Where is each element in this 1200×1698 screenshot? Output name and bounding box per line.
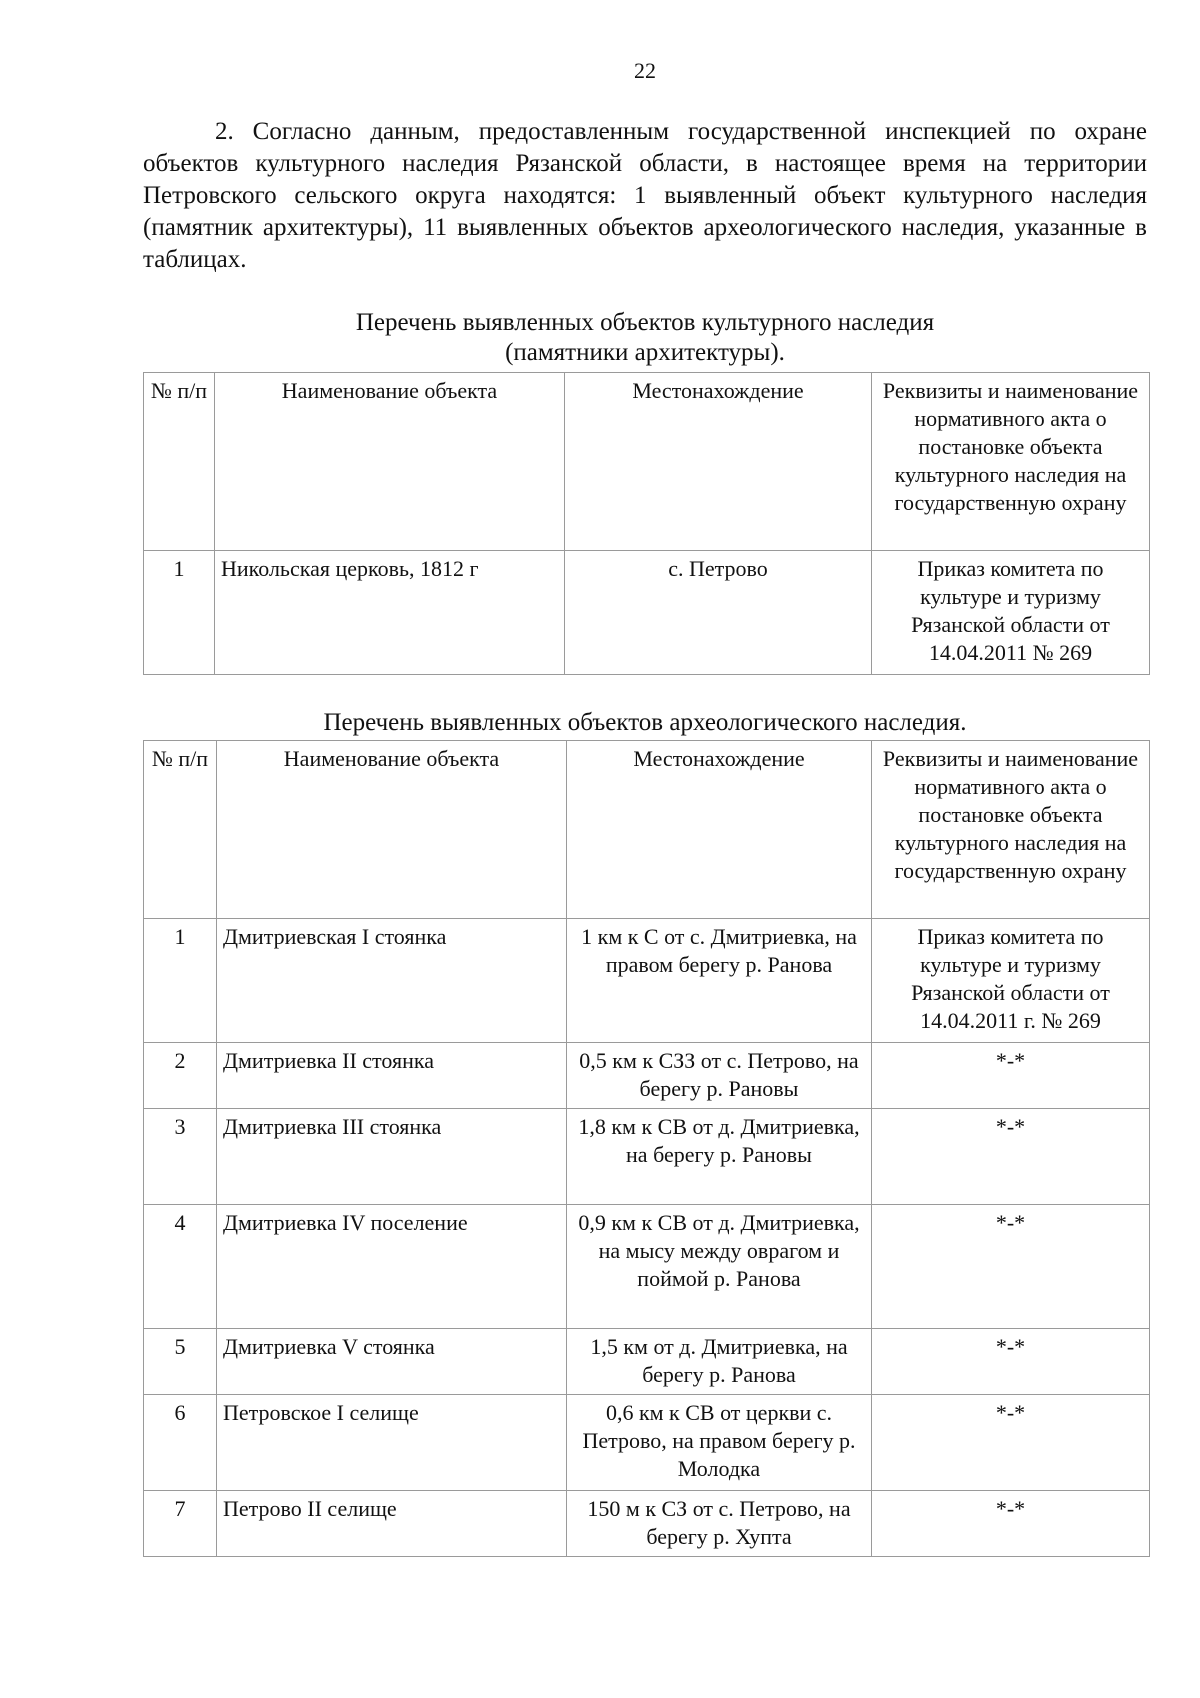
archaeological-heritage-table xyxy=(143,740,1150,1557)
row-location: 1 км к С от с. Дмитриевка, на правом берегу р. Ранова xyxy=(567,919,872,1043)
table-row xyxy=(144,1329,1150,1395)
row-requisites: *-* xyxy=(872,1043,1150,1109)
header-num: № п/п xyxy=(144,741,217,919)
table-header-row xyxy=(144,741,1150,919)
row-requisites: *-* xyxy=(872,1329,1150,1395)
table1-caption-line1: Перечень выявленных объектов культурного наследия xyxy=(355,309,935,336)
row-name: Дмитриевка V стоянка xyxy=(217,1329,567,1395)
row-name: Дмитриевская I стоянка xyxy=(217,919,567,1043)
row-num: 3 xyxy=(144,1109,217,1205)
row-num: 1 xyxy=(144,551,215,675)
table-row xyxy=(144,1205,1150,1329)
row-name: Дмитриевка II стоянка xyxy=(217,1043,567,1109)
table-row xyxy=(144,551,1150,675)
architecture-monuments-table xyxy=(143,372,1150,675)
row-requisites: *-* xyxy=(872,1491,1150,1557)
row-requisites: *-* xyxy=(872,1205,1150,1329)
row-requisites: *-* xyxy=(872,1395,1150,1491)
row-num: 4 xyxy=(144,1205,217,1329)
row-num: 6 xyxy=(144,1395,217,1491)
intro-paragraph: 2. Согласно данным, предоставленным государственной инспекцией по охране объектов культурного наследия Рязанской области, в настоящее время на территории Петровского сельского округа находятся: 1 выявленный объект культурного наследия (памятник архитектуры), 11 выявленных объектов археологического наследия, указанные в таблицах. xyxy=(143,118,1147,273)
row-name: Петрово II селище xyxy=(217,1491,567,1557)
row-num: 7 xyxy=(144,1491,217,1557)
row-name: Петровское I селище xyxy=(217,1395,567,1491)
row-location: 0,5 км к СЗЗ от с. Петрово, на берегу р. Рановы xyxy=(567,1043,872,1109)
row-requisites: *-* xyxy=(872,1109,1150,1205)
row-location: с. Петрово xyxy=(565,551,872,675)
row-name: Дмитриевка III стоянка xyxy=(217,1109,567,1205)
header-requisites: Реквизиты и наименование нормативного акта о постановке объекта культурного наследия на государственную охрану xyxy=(872,741,1150,919)
row-requisites: Приказ комитета по культуре и туризму Рязанской области от 14.04.2011 г. № 269 xyxy=(872,919,1150,1043)
table-row xyxy=(144,1395,1150,1491)
row-num: 2 xyxy=(144,1043,217,1109)
header-name: Наименование объекта xyxy=(217,741,567,919)
table-header-row xyxy=(144,373,1150,551)
table-row xyxy=(144,1491,1150,1557)
row-location: 1,8 км к СВ от д. Дмитриевка, на берегу р. Рановы xyxy=(567,1109,872,1205)
header-location: Местонахождение xyxy=(567,741,872,919)
table-row xyxy=(144,1109,1150,1205)
row-location: 1,5 км от д. Дмитриевка, на берегу р. Ранова xyxy=(567,1329,872,1395)
row-name: Дмитриевка IV поселение xyxy=(217,1205,567,1329)
table2-caption: Перечень выявленных объектов археологического наследия. xyxy=(323,709,967,736)
table-row xyxy=(144,1043,1150,1109)
row-num: 5 xyxy=(144,1329,217,1395)
row-location: 0,9 км к СВ от д. Дмитриевка, на мысу между оврагом и поймой р. Ранова xyxy=(567,1205,872,1329)
table1-caption-line2: (памятники архитектуры). xyxy=(505,339,785,366)
header-num: № п/п xyxy=(144,373,215,551)
table-row xyxy=(144,919,1150,1043)
header-requisites: Реквизиты и наименование нормативного акта о постановке объекта культурного наследия на государственную охрану xyxy=(872,373,1150,551)
row-requisites: Приказ комитета по культуре и туризму Рязанской области от 14.04.2011 № 269 xyxy=(872,551,1150,675)
page-number: 22 xyxy=(634,58,656,83)
row-num: 1 xyxy=(144,919,217,1043)
row-location: 150 м к СЗ от с. Петрово, на берегу р. Хупта xyxy=(567,1491,872,1557)
row-name: Никольская церковь, 1812 г xyxy=(215,551,565,675)
header-name: Наименование объекта xyxy=(215,373,565,551)
row-location: 0,6 км к СВ от церкви с. Петрово, на правом берегу р. Молодка xyxy=(567,1395,872,1491)
table1-caption xyxy=(143,308,1147,368)
header-location: Местонахождение xyxy=(565,373,872,551)
